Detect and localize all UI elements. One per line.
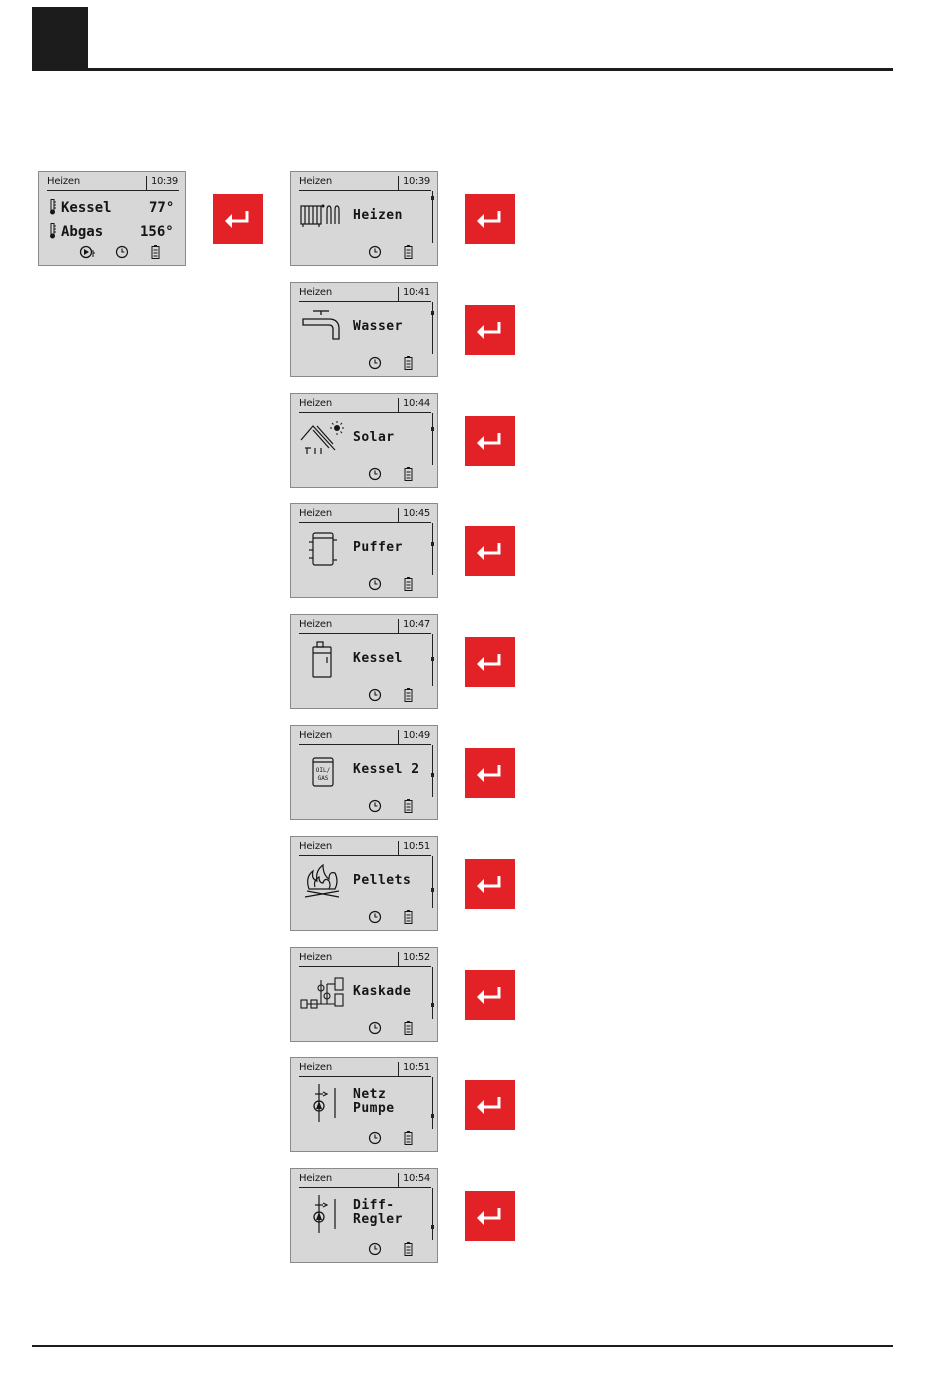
menu-label: Kessel 2 [353, 762, 420, 777]
enter-arrow-icon [475, 985, 505, 1005]
cascade-icon [299, 974, 347, 1012]
enter-arrow-icon [475, 431, 505, 451]
menu-screen-wasser[interactable] [290, 282, 438, 377]
tap-icon [299, 309, 347, 347]
clock-icon [368, 355, 382, 369]
scrollbar[interactable] [432, 1077, 433, 1129]
clock-icon [368, 466, 382, 480]
scrollbar[interactable] [432, 1188, 433, 1240]
screen-time: 10:51 [403, 1062, 430, 1074]
pump-icon [299, 1195, 347, 1233]
clock-icon [115, 245, 129, 259]
clock-icon [368, 1241, 382, 1255]
main-status-display[interactable] [38, 171, 186, 266]
menu-screen-kessel-2[interactable] [290, 725, 438, 820]
menu-label: Netz Pumpe [353, 1087, 395, 1117]
time-underline [399, 966, 431, 967]
menu-label: Heizen [353, 208, 403, 223]
screen-title: Heizen [299, 840, 332, 852]
title-underline [299, 190, 399, 191]
menu-screen-pellets[interactable] [290, 836, 438, 931]
chapter-marker [32, 7, 88, 70]
screen-title: Heizen [299, 176, 332, 187]
enter-arrow-icon [475, 1095, 505, 1115]
screen-title: Heizen [299, 1173, 332, 1185]
radiator-icon [299, 198, 347, 236]
enter-button[interactable] [465, 859, 515, 909]
screen-time: 10:54 [403, 1173, 430, 1185]
display-title: Heizen [47, 176, 80, 187]
clock-icon [368, 909, 382, 923]
enter-arrow-icon [223, 209, 253, 229]
time-underline [399, 633, 431, 634]
battery-icon [404, 687, 413, 701]
title-underline [299, 633, 399, 634]
title-separator [398, 287, 399, 302]
abgas-value: 156° [140, 224, 174, 240]
enter-button[interactable] [465, 637, 515, 687]
pump-status-icon [79, 245, 97, 259]
time-underline [399, 522, 431, 523]
enter-button[interactable] [465, 748, 515, 798]
title-underline [299, 412, 399, 413]
title-underline [47, 190, 147, 191]
title-underline [299, 1076, 399, 1077]
kessel-label: Kessel [61, 200, 112, 216]
screen-title: Heizen [299, 286, 332, 298]
kessel-value: 77° [149, 200, 175, 216]
scrollbar[interactable] [432, 967, 433, 1019]
title-underline [299, 855, 399, 856]
scrollbar-thumb[interactable] [431, 773, 434, 777]
enter-button[interactable] [465, 970, 515, 1020]
title-separator [398, 1173, 399, 1188]
enter-arrow-icon [475, 874, 505, 894]
title-underline [299, 744, 399, 745]
time-underline [399, 190, 431, 191]
clock-icon [368, 1020, 382, 1034]
scrollbar-thumb[interactable] [431, 1225, 434, 1229]
screen-time: 10:44 [403, 397, 430, 409]
battery-icon [151, 245, 160, 259]
enter-button[interactable] [465, 305, 515, 355]
screen-title: Heizen [299, 619, 332, 631]
time-underline [399, 1076, 431, 1077]
battery-icon [404, 1241, 413, 1255]
time-underline [399, 855, 431, 856]
clock-icon [368, 687, 382, 701]
enter-button[interactable] [465, 1080, 515, 1130]
time-underline [399, 301, 431, 302]
title-separator [398, 841, 399, 856]
enter-arrow-icon [475, 1206, 505, 1226]
screen-title: Heizen [299, 951, 332, 963]
menu-screen-puffer[interactable] [290, 503, 438, 598]
enter-button[interactable] [465, 1191, 515, 1241]
battery-icon [404, 798, 413, 812]
screen-time: 10:45 [403, 508, 430, 520]
pellets-flame-icon [299, 863, 347, 901]
scrollbar-thumb[interactable] [431, 427, 434, 431]
battery-icon [404, 244, 413, 258]
boiler-icon [299, 641, 347, 679]
clock-icon [368, 244, 382, 258]
svg-text:GAS: GAS [317, 775, 329, 782]
screen-time: 10:49 [403, 730, 430, 741]
clock-icon [368, 576, 382, 590]
enter-arrow-icon [475, 209, 505, 229]
battery-icon [404, 909, 413, 923]
scrollbar-thumb[interactable] [431, 196, 434, 200]
enter-button[interactable] [213, 194, 263, 244]
screen-title: Heizen [299, 508, 332, 520]
menu-label: Wasser [353, 318, 403, 334]
scrollbar[interactable] [432, 413, 433, 465]
menu-label: Kaskade [353, 983, 412, 999]
time-underline [399, 412, 431, 413]
screen-title: Heizen [299, 397, 332, 409]
battery-icon [404, 466, 413, 480]
scrollbar-thumb[interactable] [431, 888, 434, 892]
thermometer-icon [49, 199, 57, 215]
screen-time: 10:47 [403, 619, 430, 631]
scrollbar-thumb[interactable] [431, 542, 434, 546]
title-separator [398, 508, 399, 523]
screen-time: 10:41 [403, 286, 430, 298]
menu-screen-netz-pumpe[interactable] [290, 1057, 438, 1152]
pump-icon [299, 1084, 347, 1122]
title-separator [398, 730, 399, 745]
screen-title: Heizen [299, 730, 332, 741]
oil-gas-boiler-icon [299, 752, 347, 790]
title-separator [398, 1062, 399, 1077]
scrollbar-thumb[interactable] [431, 1003, 434, 1007]
title-separator [398, 619, 399, 634]
scrollbar[interactable] [432, 302, 433, 354]
battery-icon [404, 1130, 413, 1144]
screen-time: 10:52 [403, 951, 430, 963]
scrollbar-thumb[interactable] [431, 657, 434, 661]
time-underline [399, 744, 431, 745]
battery-icon [404, 1020, 413, 1034]
display-time: 10:39 [151, 176, 178, 187]
title-separator [146, 176, 147, 191]
title-separator [398, 952, 399, 967]
menu-label: Pellets [353, 872, 412, 888]
enter-button[interactable] [465, 194, 515, 244]
screen-time: 10:39 [403, 176, 430, 187]
title-underline [299, 522, 399, 523]
menu-label: Puffer [353, 540, 403, 556]
menu-screen-heizen[interactable] [290, 171, 438, 266]
screen-time: 10:51 [403, 840, 430, 852]
clock-icon [368, 1130, 382, 1144]
menu-label: Diff- Regler [353, 1198, 403, 1228]
enter-arrow-icon [475, 763, 505, 783]
scrollbar-thumb[interactable] [431, 311, 434, 315]
enter-button[interactable] [465, 416, 515, 466]
time-underline [147, 190, 179, 191]
clock-icon [368, 798, 382, 812]
enter-arrow-icon [475, 320, 505, 340]
title-underline [299, 1187, 399, 1188]
title-underline [299, 301, 399, 302]
battery-icon [404, 355, 413, 369]
buffer-tank-icon [299, 530, 347, 568]
screen-title: Heizen [299, 1062, 332, 1074]
menu-screen-diff-regler[interactable] [290, 1168, 438, 1263]
scrollbar[interactable] [432, 745, 433, 797]
thermometer-icon [49, 223, 57, 239]
enter-arrow-icon [475, 652, 505, 672]
menu-label: Kessel [353, 651, 403, 667]
solar-icon [299, 420, 347, 458]
menu-screen-solar[interactable] [290, 393, 438, 488]
menu-label: Solar [353, 429, 395, 445]
scrollbar[interactable] [432, 523, 433, 575]
menu-screen-kessel[interactable] [290, 614, 438, 709]
svg-text:OIL/: OIL/ [315, 767, 331, 774]
title-underline [299, 966, 399, 967]
abgas-label: Abgas [61, 224, 104, 240]
header-divider [32, 68, 893, 71]
title-separator [398, 398, 399, 413]
enter-arrow-icon [475, 541, 505, 561]
time-underline [399, 1187, 431, 1188]
title-separator [398, 176, 399, 191]
battery-icon [404, 576, 413, 590]
footer-divider [32, 1345, 893, 1347]
scrollbar[interactable] [432, 856, 433, 908]
enter-button[interactable] [465, 526, 515, 576]
menu-screen-kaskade[interactable] [290, 947, 438, 1042]
scrollbar-thumb[interactable] [431, 1114, 434, 1118]
